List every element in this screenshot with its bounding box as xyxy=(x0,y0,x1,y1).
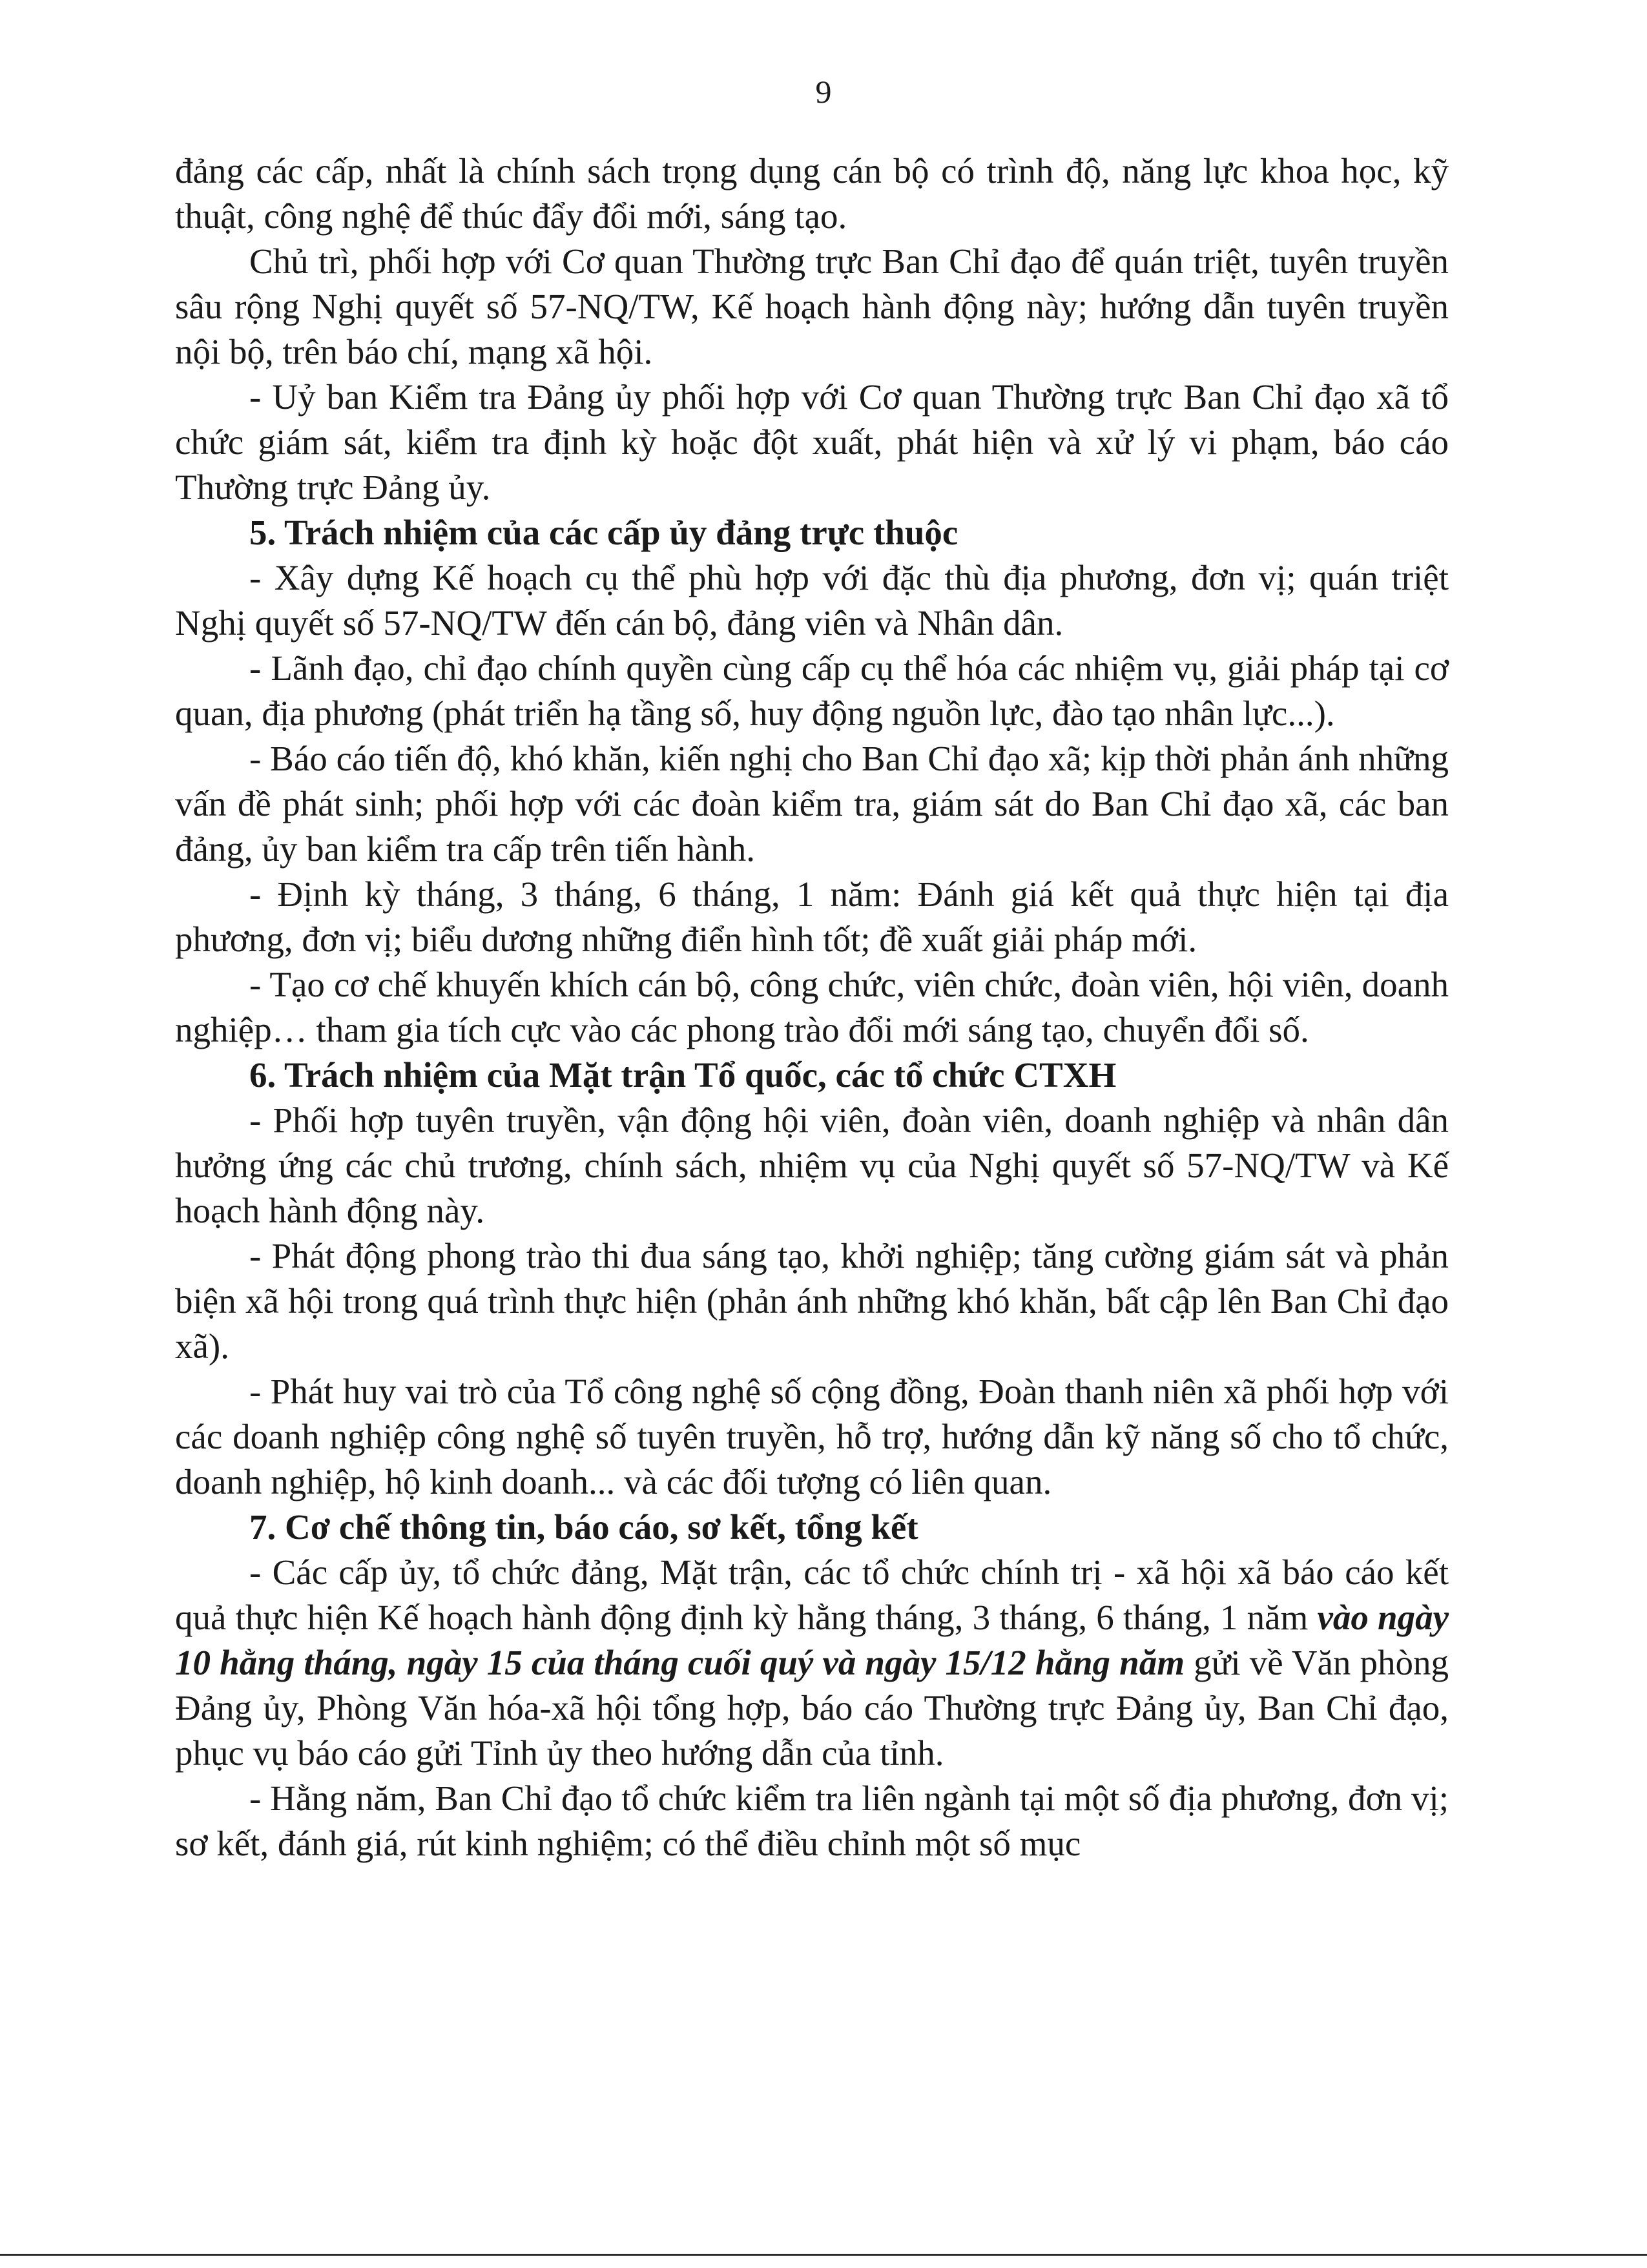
page-number: 9 xyxy=(815,74,832,110)
paragraph: - Hằng năm, Ban Chỉ đạo tổ chức kiểm tra liên ngành tại một số địa phương, đơn vị; sơ kết, đánh giá, rút kinh nghiệm; có thể điều chỉnh một số mục xyxy=(175,1778,1449,1863)
paragraph: - Phối hợp tuyên truyền, vận động hội viên, đoàn viên, doanh nghiệp và nhân dân hưởng ứng các chủ trương, chính sách, nhiệm vụ của Nghị quyết số 57-NQ/TW và Kế hoạch hành động này. xyxy=(175,1100,1449,1230)
paragraph: - Phát động phong trào thi đua sáng tạo, khởi nghiệp; tăng cường giám sát và phản biện xã hội trong quá trình thực hiện (phản ánh những khó khăn, bất cập lên Ban Chỉ đạo xã). xyxy=(175,1236,1449,1366)
paragraph: - Phát huy vai trò của Tổ công nghệ số cộng đồng, Đoàn thanh niên xã phối hợp với các doanh nghiệp công nghệ số tuyên truyền, hỗ trợ, hướng dẫn kỹ năng số cho tổ chức, doanh nghiệp, hộ kinh doanh... và các đối tượng có liên quan. xyxy=(175,1372,1449,1501)
paragraph: - Tạo cơ chế khuyến khích cán bộ, công chức, viên chức, đoàn viên, hội viên, doanh nghiệp… tham gia tích cực vào các phong trào đổi mới sáng tạo, chuyển đổi số. xyxy=(175,965,1449,1049)
paragraph-reporting-schedule xyxy=(175,1550,1449,1776)
page-bottom-divider xyxy=(0,2254,1647,2256)
paragraph: - Xây dựng Kế hoạch cụ thể phù hợp với đặc thù địa phương, đơn vị; quán triệt Nghị quyết số 57-NQ/TW đến cán bộ, đảng viên và Nhân dân. xyxy=(175,558,1449,643)
section-heading-6: 6. Trách nhiệm của Mặt trận Tổ quốc, các tổ chức CTXH xyxy=(249,1055,1117,1095)
paragraph: Chủ trì, phối hợp với Cơ quan Thường trực Ban Chỉ đạo để quán triệt, tuyên truyền sâu rộng Nghị quyết số 57-NQ/TW, Kế hoạch hành động này; hướng dẫn tuyên truyền nội bộ, trên báo chí, mạng xã hội. xyxy=(175,242,1449,371)
paragraph: - Uỷ ban Kiểm tra Đảng ủy phối hợp với Cơ quan Thường trực Ban Chỉ đạo xã tổ chức giám sát, kiểm tra định kỳ hoặc đột xuất, phát hiện và xử lý vi phạm, báo cáo Thường trực Đảng ủy. xyxy=(175,377,1449,507)
section-heading-7: 7. Cơ chế thông tin, báo cáo, sơ kết, tổng kết xyxy=(249,1507,918,1547)
paragraph-text: - Các cấp ủy, tổ chức đảng, Mặt trận, các tổ chức chính trị - xã hội xã báo cáo kết quả thực hiện Kế hoạch hành động định kỳ hằng tháng, 3 tháng, 6 tháng, 1 năm xyxy=(175,1552,1449,1637)
section-heading-5: 5. Trách nhiệm của các cấp ủy đảng trực thuộc xyxy=(249,513,958,552)
paragraph: đảng các cấp, nhất là chính sách trọng dụng cán bộ có trình độ, năng lực khoa học, kỹ thuật, công nghệ để thúc đẩy đổi mới, sáng tạo. xyxy=(175,151,1449,236)
reporting-deadline-emphasis: vào ngày 10 hằng tháng, ngày 15 của tháng cuối quý và ngày 15/12 hằng năm xyxy=(175,1598,1449,1682)
paragraph: - Định kỳ tháng, 3 tháng, 6 tháng, 1 năm: Đánh giá kết quả thực hiện tại địa phương, đơn vị; biểu dương những điển hình tốt; đề xuất giải pháp mới. xyxy=(175,874,1449,959)
paragraph-text: gửi về Văn phòng Đảng ủy, Phòng Văn hóa-xã hội tổng hợp, báo cáo Thường trực Đảng ủy, Ban Chỉ đạo, phục vụ báo cáo gửi Tỉnh ủy theo hướng dẫn của tỉnh. xyxy=(175,1643,1449,1773)
paragraph: - Báo cáo tiến độ, khó khăn, kiến nghị cho Ban Chỉ đạo xã; kịp thời phản ánh những vấn đề phát sinh; phối hợp với các đoàn kiểm tra, giám sát do Ban Chỉ đạo xã, các ban đảng, ủy ban kiểm tra cấp trên tiến hành. xyxy=(175,739,1449,869)
document-body xyxy=(175,149,1449,1866)
paragraph: - Lãnh đạo, chỉ đạo chính quyền cùng cấp cụ thể hóa các nhiệm vụ, giải pháp tại cơ quan, địa phương (phát triển hạ tầng số, huy động nguồn lực, đào tạo nhân lực...). xyxy=(175,648,1449,733)
